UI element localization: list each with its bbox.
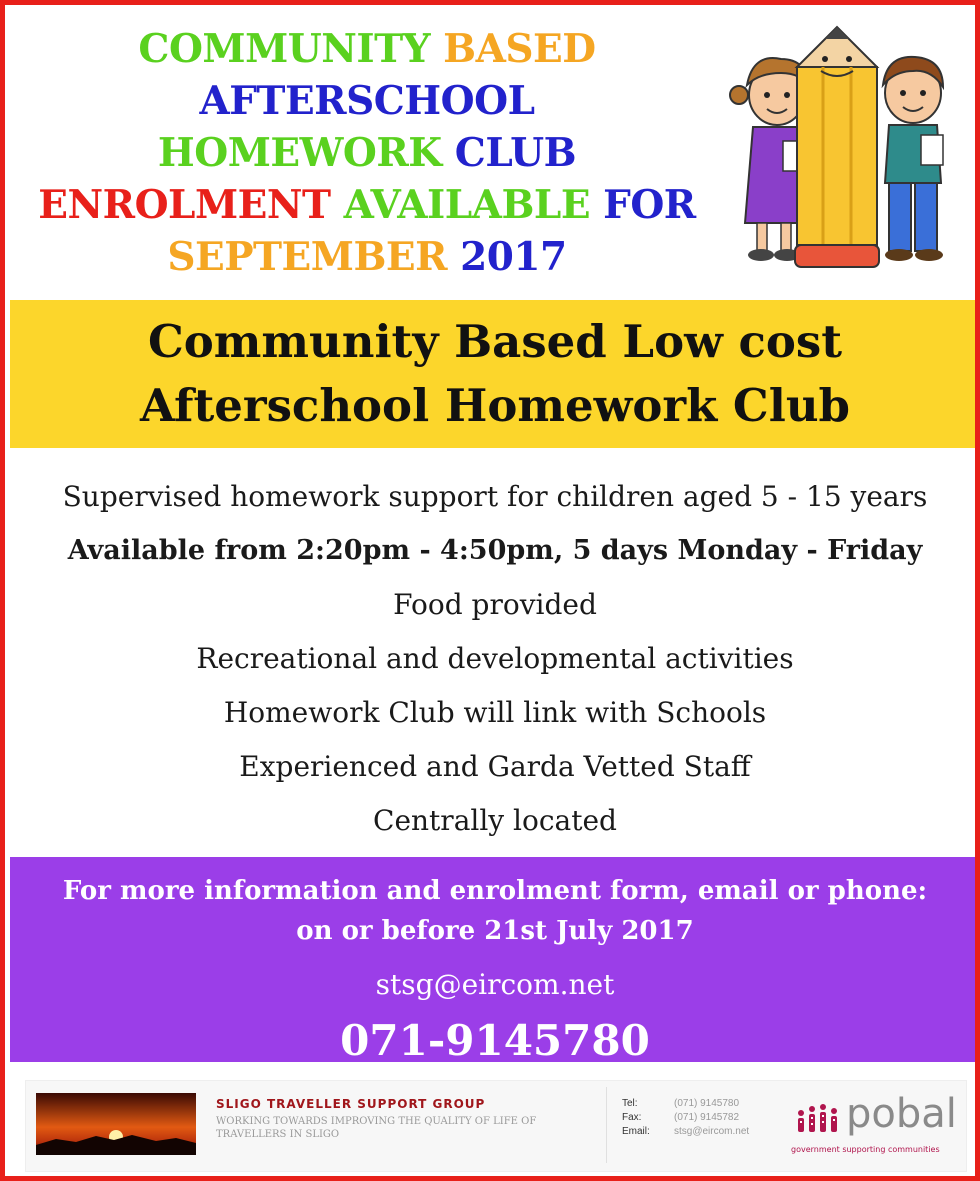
feature-item: Centrally located <box>373 804 617 837</box>
feature-item: Food provided <box>393 588 597 621</box>
contact-info-line-1: For more information and enrolment form, email or phone: <box>62 876 928 906</box>
pobal-logo <box>791 1091 961 1163</box>
footer-contact <box>622 1097 749 1139</box>
contact-phone[interactable]: 071-9145780 <box>340 1016 650 1065</box>
headline-word: FOR <box>603 182 696 228</box>
footer-email-row <box>622 1125 749 1139</box>
contact-email[interactable]: stsg@eircom.net <box>375 968 615 1001</box>
banner-title-line-1: Community Based Low cost <box>147 315 843 368</box>
pobal-people-icon <box>795 1103 841 1139</box>
email-value[interactable]: stsg@eircom.net <box>674 1126 750 1137</box>
headline-line-3 <box>27 127 707 179</box>
banner-title-line-2: Afterschool Homework Club <box>139 379 851 432</box>
contact-info <box>10 857 980 951</box>
headline-word: BASED <box>443 26 596 72</box>
headline <box>27 23 707 283</box>
title-banner <box>10 300 980 448</box>
headline-word: COMMUNITY <box>138 26 431 72</box>
footer-tel-row <box>622 1097 749 1111</box>
pobal-tagline: government supporting communities <box>791 1145 940 1154</box>
footer-divider <box>606 1087 607 1163</box>
footer <box>25 1080 967 1172</box>
headline-word: AFTERSCHOOL <box>199 78 535 124</box>
feature-item: Recreational and developmental activities <box>196 642 794 675</box>
feature-item: Homework Club will link with Schools <box>223 696 767 729</box>
headline-word: AVAILABLE <box>343 182 591 228</box>
feature-item: Experienced and Garda Vetted Staff <box>239 750 751 783</box>
headline-word: CLUB <box>454 130 577 176</box>
fax-value: (071) 9145782 <box>674 1112 740 1123</box>
org-tagline: WORKING TOWARDS IMPROVING THE QUALITY OF LIFE OF TRAVELLERS IN SLIGO <box>216 1116 537 1140</box>
pencil-figure <box>795 27 879 267</box>
sunset-logo-image <box>36 1093 196 1155</box>
fax-label: Fax: <box>622 1112 642 1123</box>
feature-item: Supervised homework support for children aged 5 - 15 years <box>62 480 928 513</box>
feature-list <box>10 470 980 848</box>
headline-word: HOMEWORK <box>157 130 442 176</box>
email-label: Email: <box>622 1126 650 1137</box>
footer-fax-row <box>622 1111 749 1125</box>
kids-with-pencil-illustration <box>725 23 965 273</box>
pobal-wordmark: pobal <box>846 1091 957 1137</box>
contact-info-line-2: on or before 21st July 2017 <box>296 916 694 946</box>
tel-value[interactable]: (071) 9145780 <box>674 1098 740 1109</box>
headline-line-5 <box>27 231 707 283</box>
headline-word: SEPTEMBER <box>167 234 448 280</box>
contact-banner <box>10 857 980 1065</box>
org-block <box>216 1097 596 1141</box>
headline-line-1 <box>27 23 707 75</box>
org-name: SLIGO TRAVELLER SUPPORT GROUP <box>216 1097 486 1111</box>
headline-line-4 <box>27 179 707 231</box>
tel-label: Tel: <box>622 1098 638 1109</box>
feature-item-hours: Available from 2:20pm - 4:50pm, 5 days Monday - Friday <box>67 535 923 566</box>
headline-word: ENROLMENT <box>38 182 331 228</box>
boy-figure <box>883 57 943 261</box>
headline-word: 2017 <box>460 234 567 280</box>
headline-line-2 <box>27 75 707 127</box>
